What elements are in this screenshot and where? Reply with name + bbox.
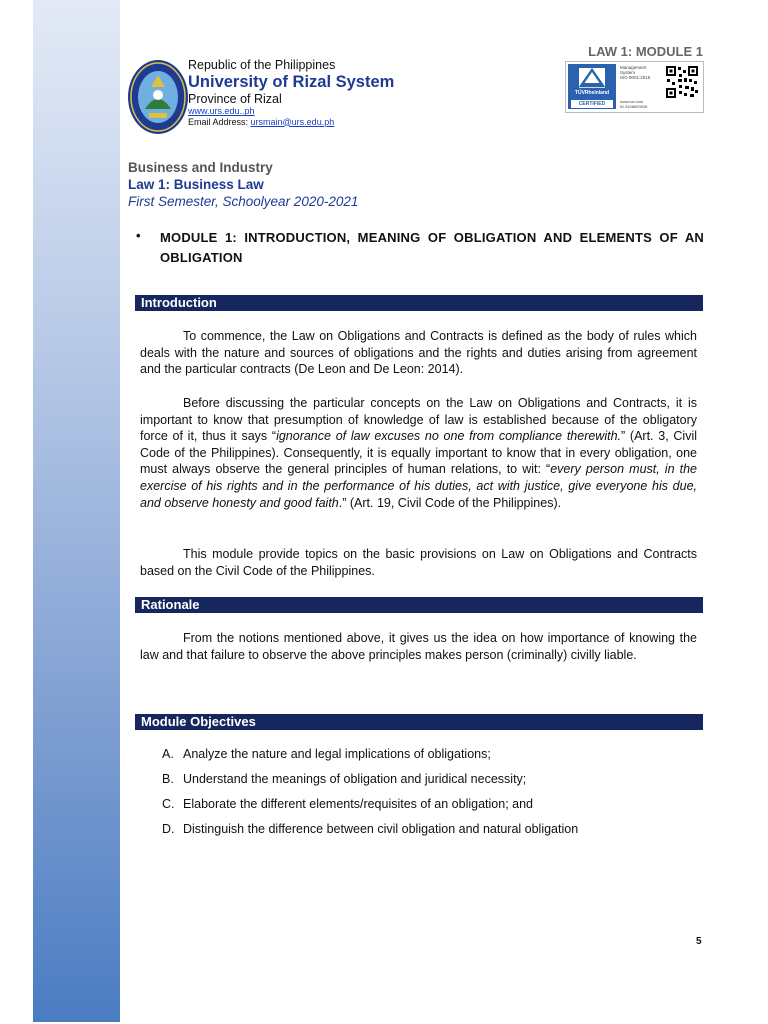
page-sidebar-gradient xyxy=(33,0,120,1022)
objective-text: Distinguish the difference between civil obligation and natural obligation xyxy=(183,822,579,836)
qr-code-icon xyxy=(665,65,699,99)
objective-text: Analyze the nature and legal implications of obligations; xyxy=(183,747,491,761)
page-number: 5 xyxy=(696,936,702,947)
objective-letter: D. xyxy=(162,822,175,836)
republic-text: Republic of the Philippines xyxy=(188,58,336,72)
rationale-paragraph xyxy=(140,630,697,663)
subject-title: Law 1: Business Law xyxy=(128,176,264,192)
email-line xyxy=(188,117,394,127)
objective-text: Elaborate the different elements/requisites of an obligation; and xyxy=(183,797,533,811)
university-name: University of Rizal System xyxy=(188,73,395,91)
module-title-text: MODULE 1: INTRODUCTION, MEANING OF OBLIGATION AND ELEMENTS OF AN OBLIGATION xyxy=(160,230,704,266)
introduction-heading: Introduction xyxy=(135,295,703,311)
cert-line-1: Management xyxy=(620,65,647,70)
tuv-logo xyxy=(568,64,616,109)
cert-line-2: System xyxy=(620,70,636,76)
objective-letter: B. xyxy=(162,772,174,786)
tuv-triangle-icon xyxy=(579,68,605,88)
objective-item xyxy=(162,771,578,796)
intro-p3-text: This module provide topics on the basic provisions on Law on Obligations and Contracts based on the Civil Code of the Philippines. xyxy=(140,547,697,578)
website-link[interactable]: www.urs.edu..ph xyxy=(188,106,255,117)
cert-bottom xyxy=(620,100,647,109)
module-title xyxy=(136,228,704,268)
tuv-brand: TÜVRheinland xyxy=(574,90,610,96)
intro-paragraph-1 xyxy=(140,328,697,378)
department: Business and Industry xyxy=(128,160,273,175)
university-header xyxy=(188,58,394,127)
intro-p2-quote-2: every person must, in the exercise of his rights and in the performance of his duties, act with justice, give everyone his due, and observe honesty and good faith xyxy=(140,462,697,510)
email-label: Email Address: xyxy=(188,116,251,127)
intro-p2-quote-1: ignorance of law excuses no one from compliance therewith. xyxy=(276,429,622,444)
cert-bottom-2: ID 9108653926 xyxy=(620,103,648,109)
objective-letter: C. xyxy=(162,797,175,811)
iso-certification-badge xyxy=(565,61,704,113)
bullet-icon: • xyxy=(136,228,141,243)
objective-text: Understand the meanings of obligation and juridical necessity; xyxy=(183,772,527,786)
objective-item xyxy=(162,746,578,771)
objective-item xyxy=(162,796,578,821)
cert-line-3: ISO 9001:2015 xyxy=(620,75,651,81)
objectives-list xyxy=(162,746,578,846)
certified-badge: CERTIFIED xyxy=(571,100,613,108)
province-text: Province of Rizal xyxy=(188,92,282,107)
intro-p2-e: .” (Art. 19, Civil Code of the Philippines). xyxy=(338,495,562,510)
email-link[interactable]: ursmain@urs.edu.ph xyxy=(250,116,335,127)
rationale-heading: Rationale xyxy=(135,597,703,613)
objectives-heading: Module Objectives xyxy=(135,714,703,730)
cert-bottom-1: www.tuv.com xyxy=(620,99,644,104)
objective-letter: A. xyxy=(162,747,174,761)
intro-paragraph-3 xyxy=(140,546,697,579)
intro-paragraph-2 xyxy=(140,395,697,511)
intro-p2-c: ” (Art. 3, Civil Code of the Philippines). Consequently, it is equally important to know that in every obligation, one must always observe the general principles of human relations, to wit: “ xyxy=(140,429,698,477)
intro-p2-a: Before discussing the particular concepts on the Law on Obligations and Contracts, it is important to know that presumption of knowledge of law is established because of the obligatory force of it, thus it says “ xyxy=(140,396,697,444)
course-info xyxy=(128,160,358,211)
objective-item xyxy=(162,821,578,846)
university-seal-logo xyxy=(127,59,189,135)
intro-p1-text: To commence, the Law on Obligations and Contracts is defined as the body of rules which deals with the nature and sources of obligations and the rights and duties arising from agreement and the particular contracts (De Leon and De Leon: 2014). xyxy=(140,329,697,377)
rationale-p1-text: From the notions mentioned above, it gives us the idea on how importance of knowing the law and that failure to observe the above principles makes person (criminally) civilly liable. xyxy=(140,631,697,662)
semester: First Semester, Schoolyear 2020-2021 xyxy=(128,193,359,209)
cert-lines xyxy=(620,65,650,81)
module-label: LAW 1: MODULE 1 xyxy=(588,44,703,59)
